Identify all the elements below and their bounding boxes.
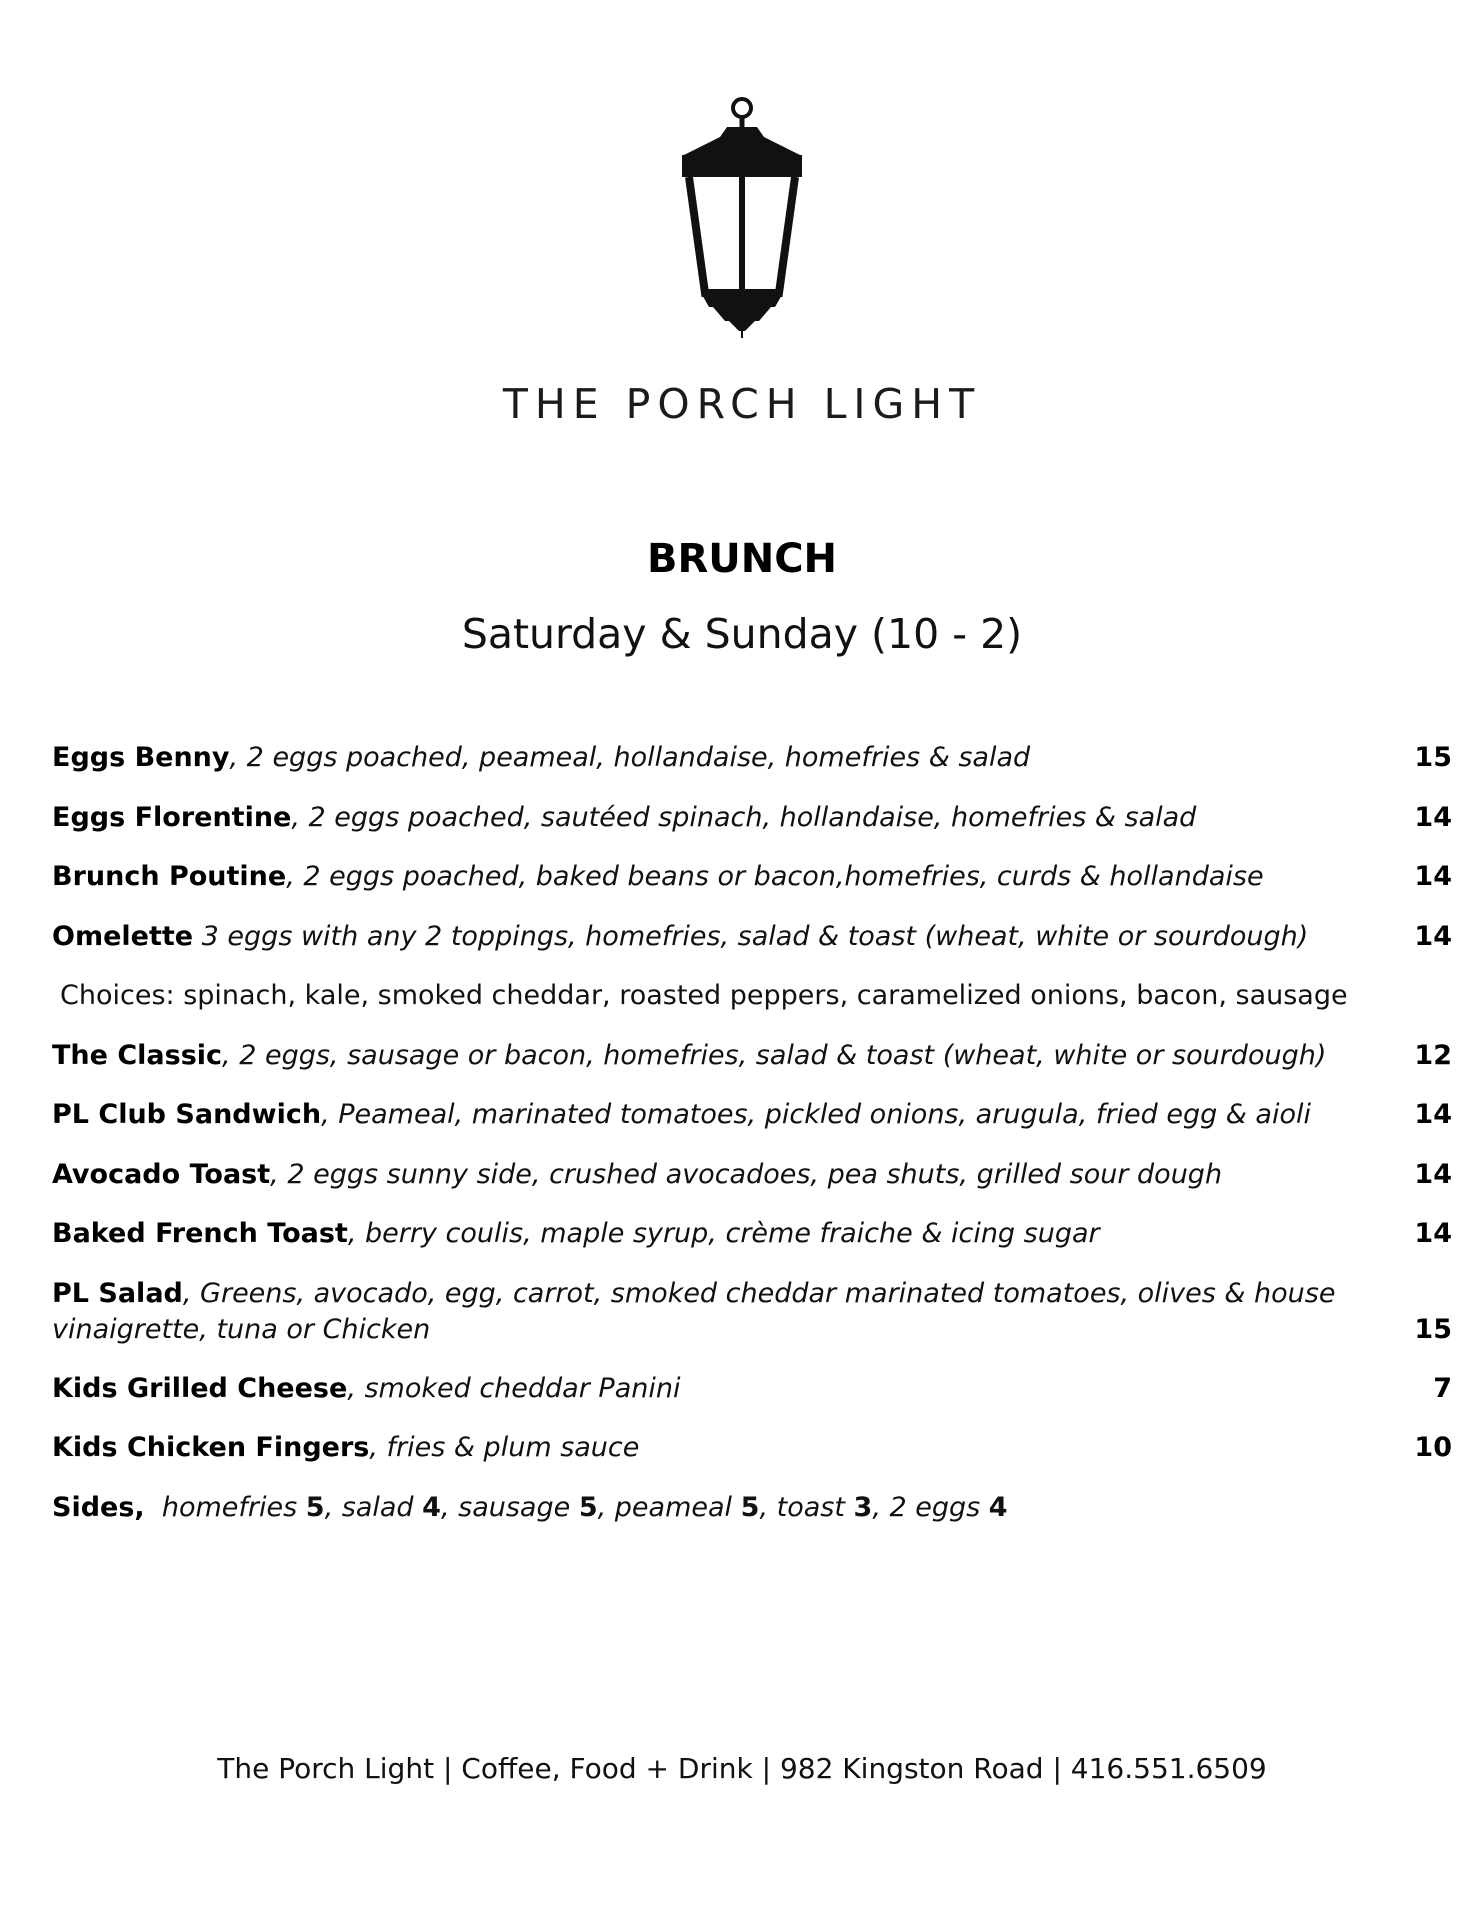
- menu-list: [52, 740, 1452, 1549]
- item-price: 14: [1414, 1218, 1452, 1249]
- side-name: sausage: [458, 1491, 571, 1523]
- side-price: 5: [305, 1491, 325, 1523]
- item-price: 15: [1414, 1313, 1452, 1345]
- item-name: Eggs Florentine: [52, 801, 292, 833]
- sides-line: Sides, homefries 5, salad 4, sausage 5, peameal 5, toast 3, 2 eggs 4: [52, 1491, 1008, 1523]
- item-price: 12: [1414, 1039, 1452, 1071]
- footer-contact: The Porch Light | Coffee, Food + Drink | 982 Kingston Road | 416.551.6509: [217, 1752, 1267, 1785]
- item-name: Brunch Poutine: [52, 861, 287, 892]
- item-name: Eggs Benny: [52, 742, 230, 773]
- item-name: PL Salad: [52, 1277, 183, 1309]
- item-price: 14: [1414, 1099, 1452, 1130]
- logo: [0, 95, 1484, 345]
- menu-item: [52, 859, 1452, 919]
- item-price: 7: [1433, 1372, 1452, 1404]
- item-desc: , 2 eggs poached, sautéed spinach, hollandaise, homefries & salad: [291, 801, 1197, 833]
- menu-item: [52, 740, 1452, 800]
- menu-hours: Saturday & Sunday (10 - 2): [461, 610, 1023, 658]
- item-name: Kids Chicken Fingers: [52, 1432, 370, 1463]
- item-desc: , 2 eggs, sausage or bacon, homefries, salad & toast (wheat, white or sourdough): [222, 1039, 1327, 1071]
- side-name: peameal: [614, 1491, 733, 1523]
- side-price: 3: [853, 1491, 873, 1523]
- item-name: The Classic: [52, 1039, 223, 1071]
- menu-item: [52, 1038, 1452, 1098]
- item-desc: , smoked cheddar Panini: [347, 1372, 681, 1404]
- omelette-choices: Choices: spinach, kale, smoked cheddar, roasted peppers, caramelized onions, bacon, sausage: [60, 980, 1348, 1011]
- side-name: toast: [776, 1491, 845, 1523]
- item-price: 14: [1414, 861, 1452, 892]
- item-price: 14: [1414, 801, 1452, 833]
- item-name: Kids Grilled Cheese: [52, 1372, 348, 1404]
- item-price: 10: [1414, 1432, 1452, 1463]
- item-desc: , fries & plum sauce: [369, 1432, 640, 1463]
- lantern-icon: [667, 95, 817, 345]
- brand-name: THE PORCH LIGHT: [502, 380, 982, 428]
- menu-item: [52, 1430, 1452, 1490]
- menu-item: [52, 1216, 1452, 1276]
- side-name: homefries: [161, 1491, 298, 1523]
- side-name: salad: [341, 1491, 414, 1523]
- item-desc: , Greens, avocado, egg, carrot, smoked cheddar marinated tomatoes, olives & house vinaigrette, tuna or Chicken: [52, 1277, 1336, 1345]
- menu-item: [52, 1276, 1452, 1371]
- menu-item: [52, 1371, 1452, 1431]
- item-name: PL Club Sandwich: [52, 1099, 322, 1130]
- item-price: 15: [1414, 742, 1452, 773]
- item-name: Omelette: [52, 920, 194, 952]
- menu-title: BRUNCH: [646, 536, 838, 582]
- side-price: 4: [422, 1491, 441, 1523]
- item-desc: , 2 eggs sunny side, crushed avocadoes, pea shuts, grilled sour dough: [270, 1158, 1223, 1190]
- item-name: Baked French Toast: [52, 1218, 348, 1249]
- item-price: 14: [1414, 920, 1452, 952]
- item-desc: , 2 eggs poached, peameal, hollandaise, homefries & salad: [229, 742, 1031, 773]
- side-price: 5: [578, 1491, 598, 1523]
- sides-label: Sides,: [52, 1491, 145, 1523]
- menu-item: [52, 1157, 1452, 1217]
- item-price: 14: [1414, 1158, 1452, 1190]
- item-name: Avocado Toast: [52, 1158, 271, 1190]
- item-desc: , Peameal, marinated tomatoes, pickled onions, arugula, fried egg & aioli: [321, 1099, 1312, 1130]
- side-price: 4: [988, 1491, 1008, 1523]
- side-name: 2 eggs: [889, 1491, 981, 1523]
- menu-item: [52, 800, 1452, 860]
- item-desc: 3 eggs with any 2 toppings, homefries, salad & toast (wheat, white or sourdough): [193, 920, 1309, 952]
- item-desc: , 2 eggs poached, baked beans or bacon,homefries, curds & hollandaise: [286, 861, 1264, 892]
- menu-item: [52, 919, 1452, 979]
- menu-item: [52, 1097, 1452, 1157]
- side-price: 5: [740, 1491, 760, 1523]
- item-desc: , berry coulis, maple syrup, crème fraiche & icing sugar: [347, 1218, 1100, 1249]
